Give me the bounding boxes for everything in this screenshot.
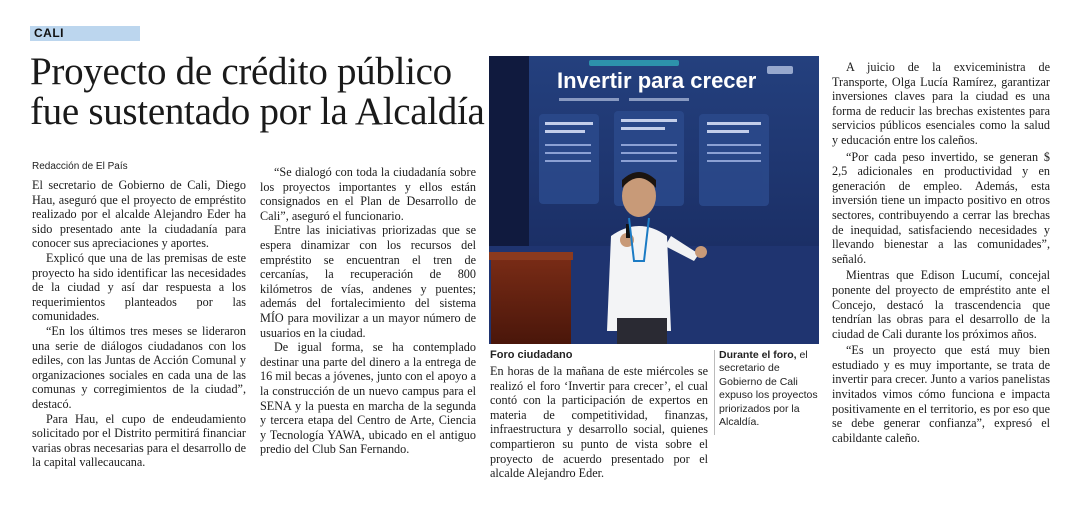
paragraph: A juicio de la exviceministra de Transporte, Olga Lucía Ramírez, garantizar inversiones claves para la ciudad es una forma de reducir las brechas existentes para servicios públicos esenciales como la salud y educación entre los caleños. — [832, 60, 1050, 147]
paragraph: El secretario de Gobierno de Cali, Diego Hau, aseguró que el proyecto de empréstito realizado por el alcalde Alejandro Eder ha sido presentado ante la ciudadanía para conocer sus apreciaciones y aportes. — [32, 178, 246, 251]
caption-text: el secretario de Gobierno de Cali expuso los proyectos priorizados por la Alcaldía. — [719, 349, 818, 429]
paragraph: En horas de la mañana de este miércoles se realizó el foro ‘Invertir para crecer’, el cual contó con la participación de expertos en materia de competitividad, finanzas, infraestructura y desarrollo social, quienes compartieron su punto de vista sobre el proyecto de acuerdo presentado por el alcalde Alejandro Eder. — [490, 364, 708, 481]
caption-lead: Durante el foro, — [719, 349, 797, 361]
paragraph: “Se dialogó con toda la ciudadanía sobre los proyectos importantes y ellos están consignados en el Plan de Desarrollo de Cali”, aseguró el funcionario. — [260, 165, 476, 223]
byline: Redacción de El País — [32, 161, 128, 172]
paragraph: Explicó que una de las premisas de este proyecto ha sido identificar las necesidades de la ciudad y así dar respuesta a los requerimientos planteados por las comunidades. — [32, 250, 246, 324]
article-column-1 — [32, 178, 246, 470]
paragraph: De igual forma, se ha contemplado destinar una parte del dinero a la entrega de 16 mil becas a jóvenes, junto con el apoyo a la construcción de un nuevo campus para el SENA y la puesta en marcha de la segunda y tercera etapa del Centro de Arte, Ciencia y Tecnología YAWA, ubicado en el antiguo predio del Club San Fernando. — [260, 340, 476, 457]
section-label: CALI — [30, 26, 140, 41]
paragraph: “Es un proyecto que está muy bien estudiado y es muy importante, se trata de invertir para crecer. Junto a varios panelistas invitados vimos cómo funciona e impacta positivamente en el territorio, es por eso que se debe generar confianza”, expresó el cabildante caleño. — [832, 343, 1050, 445]
article-column-2 — [260, 165, 476, 457]
article-column-3 — [490, 364, 708, 481]
paragraph: Mientras que Edison Lucumí, concejal ponente del proyecto de empréstito ante el Concejo, destacó la trascendencia que tendrían las obras para el desarrollo de la ciudad de Cali durante los próximos años. — [832, 268, 1050, 341]
photo-caption — [719, 349, 819, 429]
paragraph: “En los últimos tres meses se lideraron una serie de diálogos ciudadanos con los ediles, con las Juntas de Acción Comunal y organizaciones sociales en cada una de las comunas y corregimientos de la ciudad”, destacó. — [32, 323, 246, 411]
paragraph: Para Hau, el cupo de endeudamiento solicitado por el Distrito permitirá financiar varias obras necesarias para el desarrollo de la capital vallecaucana. — [32, 411, 246, 470]
photo-illustration — [489, 56, 819, 344]
paragraph: “Por cada peso invertido, se generan $ 2,5 adicionales en productividad y en generación de empleo. Además, esta inversión tiene un impacto positivo en otros sectores, contribuyendo a cerrar las brechas de inequidad, satisfaciendo necesidades y llevando bienestar a las comunidades”, señaló. — [832, 149, 1050, 266]
screen-title: Invertir para crecer — [557, 68, 757, 93]
article-column-4 — [832, 60, 1050, 447]
headline: Proyecto de crédito público fue sustentado por la Alcaldía — [30, 50, 485, 133]
subheading: Foro ciudadano — [490, 349, 573, 361]
paragraph: Entre las iniciativas priorizadas que se espera dinamizar con los recursos del empréstito se encuentran el tren de cercanías, la recuperación de 800 kilómetros de vías, andenes y puentes; además del fortalecimiento del sistema MÍO para movilizar a un mayor número de usuarios en la ciudad. — [260, 223, 476, 340]
event-photo — [489, 56, 819, 344]
caption-divider — [714, 350, 715, 435]
